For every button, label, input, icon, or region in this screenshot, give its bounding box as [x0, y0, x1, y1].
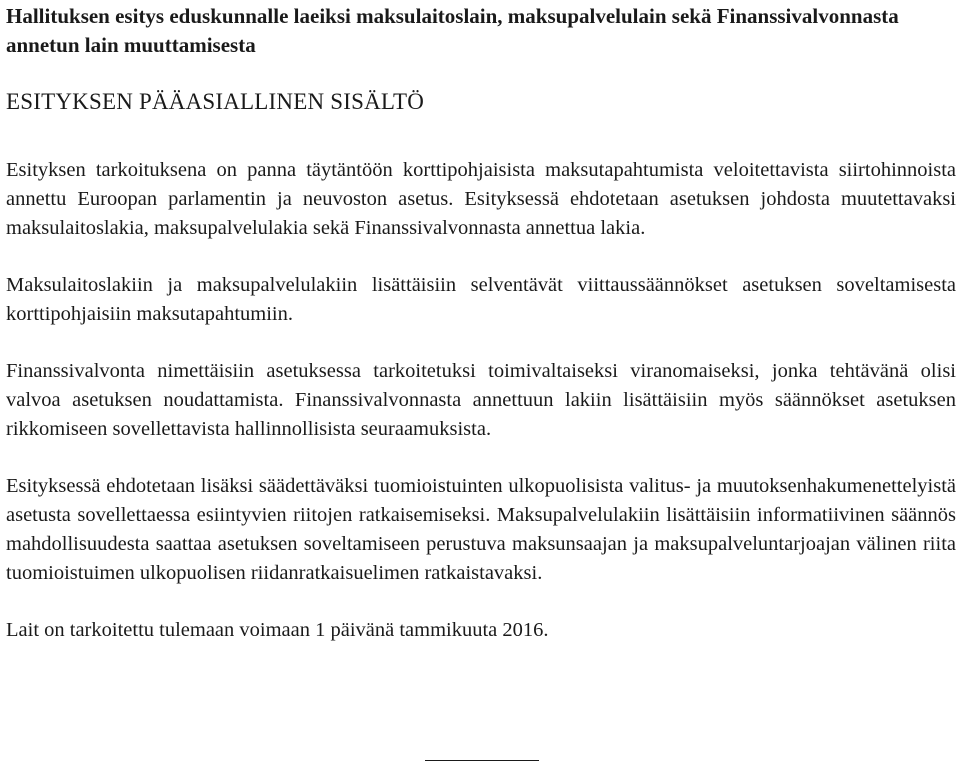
section-heading: ESITYKSEN PÄÄASIALLINEN SISÄLTÖ: [6, 89, 425, 114]
paragraph-dispute-resolution: Esityksessä ehdotetaan lisäksi säädettäväksi tuomioistuinten ulkopuolisista valitus- ja muutoksenhakumenettelyistä asetusta sovellettaessa esiintyvien riitojen ratkaisemiseksi. Maksupalvelulakiin lisättäisiin informatiivinen säännös mahdollisuudesta saattaa asetuksen soveltamiseen perustuva maksunsaajan ja maksupalveluntarjoajan välinen riita tuomioistuimen ulkopuolisen riidanratkaisuelimen ratkaistavaksi.: [6, 475, 956, 584]
paragraph-entry-into-force: Lait on tarkoitettu tulemaan voimaan 1 päivänä tammikuuta 2016.: [6, 619, 549, 641]
document-page: [6, 0, 956, 645]
document-title: Hallituksen esitys eduskunnalle laeiksi maksulaitoslain, maksupalvelulain sekä Finanssivalvonnasta annetun lain muuttamisesta: [6, 4, 899, 57]
paragraph-amendments: Maksulaitoslakiin ja maksupalvelulakiin lisättäisiin selventävät viittaussäännökset asetuksen soveltamisesta korttipohjaisiin maksutapahtumiin.: [6, 274, 956, 325]
end-rule-divider: [425, 760, 539, 761]
paragraph-supervision: Finanssivalvonta nimettäisiin asetuksessa tarkoitetuksi toimivaltaiseksi viranomaiseksi, jonka tehtävänä olisi valvoa asetuksen noudattamista. Finanssivalvonnasta annettuun lakiin lisättäisiin myös säännökset asetuksen rikkomiseen sovellettavista hallinnollisista seuraamuksista.: [6, 360, 956, 440]
paragraph-purpose: Esityksen tarkoituksena on panna täytäntöön korttipohjaisista maksutapahtumista veloitettavista siirtohinnoista annettu Euroopan parlamentin ja neuvoston asetus. Esityksessä ehdotetaan asetuksen johdosta muutettavaksi maksulaitoslakia, maksupalvelulakia sekä Finanssivalvonnasta annettua lakia.: [6, 159, 956, 239]
